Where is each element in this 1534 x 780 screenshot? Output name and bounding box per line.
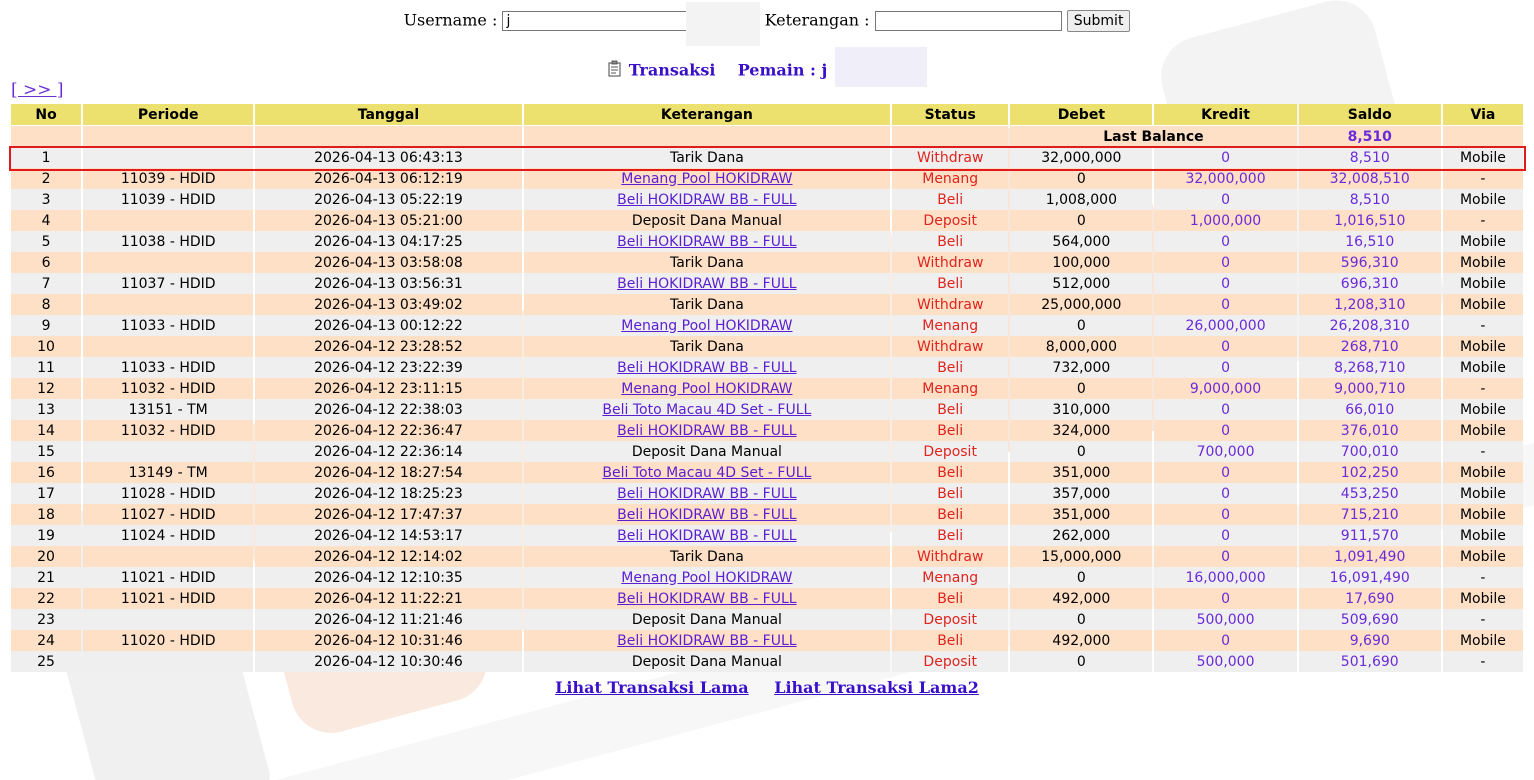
table-row bbox=[11, 462, 1523, 483]
cell-status: Beli bbox=[892, 231, 1008, 252]
player-label: Pemain : j bbox=[737, 60, 828, 80]
transaction-detail-link[interactable]: Menang Pool HOKIDRAW bbox=[621, 170, 793, 187]
table-row bbox=[11, 315, 1523, 336]
cell-via: Mobile bbox=[1443, 399, 1523, 420]
table-row bbox=[11, 651, 1523, 672]
last-balance-label: Last Balance bbox=[1010, 126, 1296, 147]
cell-debet: 0 bbox=[1010, 210, 1152, 231]
transaction-detail-link[interactable]: Menang Pool HOKIDRAW bbox=[621, 317, 793, 334]
cell-no: 17 bbox=[11, 483, 81, 504]
cell-no: 19 bbox=[11, 525, 81, 546]
cell-saldo: 26,208,310 bbox=[1299, 315, 1441, 336]
table-row bbox=[11, 483, 1523, 504]
cell-debet: 0 bbox=[1010, 378, 1152, 399]
cell-keterangan: Tarik Dana bbox=[524, 546, 890, 567]
cell-no: 12 bbox=[11, 378, 81, 399]
table-row bbox=[11, 504, 1523, 525]
cell-periode bbox=[83, 609, 253, 630]
cell-status: Menang bbox=[892, 315, 1008, 336]
transaction-detail-link[interactable]: Beli HOKIDRAW BB - FULL bbox=[617, 590, 797, 607]
cell-periode: 11037 - HDID bbox=[83, 273, 253, 294]
cell-kredit: 0 bbox=[1154, 294, 1296, 315]
cell-kredit: 0 bbox=[1154, 525, 1296, 546]
cell-kredit: 0 bbox=[1154, 462, 1296, 483]
cell-kredit: 0 bbox=[1154, 147, 1296, 168]
cell-kredit: 9,000,000 bbox=[1154, 378, 1296, 399]
cell-keterangan: Tarik Dana bbox=[524, 252, 890, 273]
cell-saldo: 911,570 bbox=[1299, 525, 1441, 546]
cell-kredit: 0 bbox=[1154, 273, 1296, 294]
cell-keterangan bbox=[524, 588, 890, 609]
cell-tanggal: 2026-04-13 06:43:13 bbox=[255, 147, 521, 168]
last-balance-value: 8,510 bbox=[1299, 126, 1441, 147]
cell-periode: 11032 - HDID bbox=[83, 420, 253, 441]
transaction-detail-link[interactable]: Beli Toto Macau 4D Set - FULL bbox=[602, 464, 812, 481]
table-row bbox=[11, 294, 1523, 315]
cell-status: Beli bbox=[892, 588, 1008, 609]
cell-via: - bbox=[1443, 168, 1523, 189]
cell-periode bbox=[83, 441, 253, 462]
transaction-detail-link[interactable]: Beli HOKIDRAW BB - FULL bbox=[617, 506, 797, 523]
cell-kredit: 0 bbox=[1154, 336, 1296, 357]
cell-periode bbox=[83, 294, 253, 315]
cell-keterangan bbox=[524, 525, 890, 546]
cell-status: Beli bbox=[892, 189, 1008, 210]
cell-tanggal: 2026-04-12 12:14:02 bbox=[255, 546, 521, 567]
cell-no: 6 bbox=[11, 252, 81, 273]
cell-tanggal: 2026-04-12 22:36:14 bbox=[255, 441, 521, 462]
cell-debet: 8,000,000 bbox=[1010, 336, 1152, 357]
cell-kredit: 16,000,000 bbox=[1154, 567, 1296, 588]
cell-no: 7 bbox=[11, 273, 81, 294]
transaction-detail-link[interactable]: Beli HOKIDRAW BB - FULL bbox=[617, 632, 797, 649]
cell-via: Mobile bbox=[1443, 483, 1523, 504]
cell-debet: 0 bbox=[1010, 567, 1152, 588]
username-input[interactable] bbox=[502, 11, 688, 31]
table-row bbox=[11, 231, 1523, 252]
cell-status: Beli bbox=[892, 273, 1008, 294]
cell-saldo: 17,690 bbox=[1299, 588, 1441, 609]
cell-no: 24 bbox=[11, 630, 81, 651]
transaction-detail-link[interactable]: Beli HOKIDRAW BB - FULL bbox=[617, 359, 797, 376]
column-header: Debet bbox=[1010, 104, 1152, 126]
keterangan-input[interactable] bbox=[875, 11, 1062, 31]
cell-tanggal: 2026-04-12 12:10:35 bbox=[255, 567, 521, 588]
cell-tanggal: 2026-04-12 23:22:39 bbox=[255, 357, 521, 378]
table-row bbox=[11, 567, 1523, 588]
transaksi-title: Transaksi bbox=[628, 60, 716, 80]
cell-saldo: 1,091,490 bbox=[1299, 546, 1441, 567]
cell-keterangan bbox=[524, 630, 890, 651]
table-row bbox=[11, 630, 1523, 651]
column-header: Saldo bbox=[1299, 104, 1441, 126]
cell-tanggal: 2026-04-12 23:28:52 bbox=[255, 336, 521, 357]
cell-kredit: 500,000 bbox=[1154, 651, 1296, 672]
cell-no: 9 bbox=[11, 315, 81, 336]
cell-no: 14 bbox=[11, 420, 81, 441]
table-row bbox=[11, 273, 1523, 294]
transaction-detail-link[interactable]: Beli HOKIDRAW BB - FULL bbox=[617, 422, 797, 439]
cell-debet: 100,000 bbox=[1010, 252, 1152, 273]
footer-links bbox=[0, 678, 1534, 697]
table-row bbox=[11, 378, 1523, 399]
cell-keterangan: Tarik Dana bbox=[524, 336, 890, 357]
cell-status: Beli bbox=[892, 399, 1008, 420]
cell-kredit: 500,000 bbox=[1154, 609, 1296, 630]
cell-no: 16 bbox=[11, 462, 81, 483]
cell-status: Beli bbox=[892, 504, 1008, 525]
cell-debet: 492,000 bbox=[1010, 630, 1152, 651]
cell-tanggal: 2026-04-12 23:11:15 bbox=[255, 378, 521, 399]
cell-saldo: 1,016,510 bbox=[1299, 210, 1441, 231]
cell-debet: 732,000 bbox=[1010, 357, 1152, 378]
cell-periode: 13149 - TM bbox=[83, 462, 253, 483]
cell-saldo: 8,510 bbox=[1299, 189, 1441, 210]
cell-kredit: 0 bbox=[1154, 252, 1296, 273]
last-balance-row bbox=[11, 126, 1523, 147]
cell-no: 4 bbox=[11, 210, 81, 231]
cell-periode: 13151 - TM bbox=[83, 399, 253, 420]
cell-via: Mobile bbox=[1443, 525, 1523, 546]
cell-tanggal: 2026-04-13 06:12:19 bbox=[255, 168, 521, 189]
column-header: Via bbox=[1443, 104, 1523, 126]
table-row bbox=[11, 189, 1523, 210]
cell-via: Mobile bbox=[1443, 630, 1523, 651]
cell-periode: 11032 - HDID bbox=[83, 378, 253, 399]
cell-status: Withdraw bbox=[892, 294, 1008, 315]
cell-keterangan: Deposit Dana Manual bbox=[524, 441, 890, 462]
transaction-detail-link[interactable]: Menang Pool HOKIDRAW bbox=[621, 569, 793, 586]
cell-status: Withdraw bbox=[892, 546, 1008, 567]
cell-periode bbox=[83, 546, 253, 567]
cell-keterangan bbox=[524, 231, 890, 252]
cell-saldo: 596,310 bbox=[1299, 252, 1441, 273]
cell-no: 13 bbox=[11, 399, 81, 420]
cell-tanggal: 2026-04-13 04:17:25 bbox=[255, 231, 521, 252]
cell-via: Mobile bbox=[1443, 462, 1523, 483]
cell-via: Mobile bbox=[1443, 420, 1523, 441]
transaction-detail-link[interactable]: Beli HOKIDRAW BB - FULL bbox=[617, 485, 797, 502]
cell-kredit: 0 bbox=[1154, 630, 1296, 651]
cell-via: Mobile bbox=[1443, 357, 1523, 378]
cell-status: Beli bbox=[892, 357, 1008, 378]
table-row bbox=[11, 546, 1523, 567]
cell-kredit: 0 bbox=[1154, 420, 1296, 441]
cell-no: 21 bbox=[11, 567, 81, 588]
cell-kredit: 1,000,000 bbox=[1154, 210, 1296, 231]
cell-saldo: 700,010 bbox=[1299, 441, 1441, 462]
cell-keterangan bbox=[524, 168, 890, 189]
cell-keterangan bbox=[524, 420, 890, 441]
cell-via: Mobile bbox=[1443, 546, 1523, 567]
cell-saldo: 715,210 bbox=[1299, 504, 1441, 525]
table-row bbox=[11, 336, 1523, 357]
cell-keterangan bbox=[524, 189, 890, 210]
transaction-detail-link[interactable]: Beli HOKIDRAW BB - FULL bbox=[617, 233, 797, 250]
cell-debet: 0 bbox=[1010, 168, 1152, 189]
cell-kredit: 0 bbox=[1154, 231, 1296, 252]
cell-via: Mobile bbox=[1443, 273, 1523, 294]
cell-periode: 11033 - HDID bbox=[83, 357, 253, 378]
cell-via: - bbox=[1443, 609, 1523, 630]
cell-via: Mobile bbox=[1443, 294, 1523, 315]
cell-status: Withdraw bbox=[892, 336, 1008, 357]
cell-tanggal: 2026-04-13 03:49:02 bbox=[255, 294, 521, 315]
cell-periode bbox=[83, 252, 253, 273]
cell-via: - bbox=[1443, 315, 1523, 336]
cell-debet: 0 bbox=[1010, 441, 1152, 462]
cell-periode: 11039 - HDID bbox=[83, 189, 253, 210]
table-row bbox=[11, 168, 1523, 189]
cell-saldo: 9,000,710 bbox=[1299, 378, 1441, 399]
cell-no: 5 bbox=[11, 231, 81, 252]
cell-saldo: 9,690 bbox=[1299, 630, 1441, 651]
cell-periode: 11024 - HDID bbox=[83, 525, 253, 546]
cell-tanggal: 2026-04-13 03:56:31 bbox=[255, 273, 521, 294]
cell-kredit: 32,000,000 bbox=[1154, 168, 1296, 189]
cell-saldo: 696,310 bbox=[1299, 273, 1441, 294]
cell-saldo: 376,010 bbox=[1299, 420, 1441, 441]
cell-tanggal: 2026-04-12 17:47:37 bbox=[255, 504, 521, 525]
cell-saldo: 32,008,510 bbox=[1299, 168, 1441, 189]
cell-via: Mobile bbox=[1443, 504, 1523, 525]
cell-keterangan bbox=[524, 399, 890, 420]
transaction-detail-link[interactable]: Beli HOKIDRAW BB - FULL bbox=[617, 275, 797, 292]
column-header: Periode bbox=[83, 104, 253, 126]
old-transactions-link[interactable]: Lihat Transaksi Lama bbox=[555, 678, 749, 697]
table-row bbox=[11, 399, 1523, 420]
cell-status: Menang bbox=[892, 168, 1008, 189]
cell-kredit: 0 bbox=[1154, 399, 1296, 420]
cell-status: Withdraw bbox=[892, 147, 1008, 168]
cell-status: Deposit bbox=[892, 210, 1008, 231]
cell-no: 3 bbox=[11, 189, 81, 210]
redacted-player bbox=[835, 47, 927, 87]
cell-periode: 11020 - HDID bbox=[83, 630, 253, 651]
cell-saldo: 8,268,710 bbox=[1299, 357, 1441, 378]
cell-periode: 11038 - HDID bbox=[83, 231, 253, 252]
cell-status: Beli bbox=[892, 462, 1008, 483]
cell-tanggal: 2026-04-12 10:30:46 bbox=[255, 651, 521, 672]
cell-via: - bbox=[1443, 210, 1523, 231]
cell-keterangan bbox=[524, 504, 890, 525]
cell-tanggal: 2026-04-13 03:58:08 bbox=[255, 252, 521, 273]
cell-saldo: 509,690 bbox=[1299, 609, 1441, 630]
cell-no: 18 bbox=[11, 504, 81, 525]
cell-no: 11 bbox=[11, 357, 81, 378]
cell-periode: 11028 - HDID bbox=[83, 483, 253, 504]
cell-kredit: 700,000 bbox=[1154, 441, 1296, 462]
cell-saldo: 16,510 bbox=[1299, 231, 1441, 252]
cell-no: 8 bbox=[11, 294, 81, 315]
redacted-username bbox=[686, 2, 760, 46]
table-row bbox=[11, 441, 1523, 462]
cell-kredit: 0 bbox=[1154, 588, 1296, 609]
cell-kredit: 26,000,000 bbox=[1154, 315, 1296, 336]
cell-keterangan: Deposit Dana Manual bbox=[524, 609, 890, 630]
column-header: No bbox=[11, 104, 81, 126]
transaction-detail-link[interactable]: Beli HOKIDRAW BB - FULL bbox=[617, 191, 797, 208]
cell-kredit: 0 bbox=[1154, 357, 1296, 378]
cell-tanggal: 2026-04-13 00:12:22 bbox=[255, 315, 521, 336]
cell-status: Beli bbox=[892, 630, 1008, 651]
table-row bbox=[11, 147, 1523, 168]
cell-saldo: 268,710 bbox=[1299, 336, 1441, 357]
column-header: Tanggal bbox=[255, 104, 521, 126]
cell-status: Deposit bbox=[892, 609, 1008, 630]
cell-via: - bbox=[1443, 378, 1523, 399]
page-title bbox=[0, 55, 1534, 87]
cell-keterangan bbox=[524, 483, 890, 504]
cell-no: 22 bbox=[11, 588, 81, 609]
cell-periode bbox=[83, 651, 253, 672]
cell-no: 23 bbox=[11, 609, 81, 630]
cell-periode bbox=[83, 210, 253, 231]
cell-status: Deposit bbox=[892, 441, 1008, 462]
cell-no: 25 bbox=[11, 651, 81, 672]
cell-debet: 564,000 bbox=[1010, 231, 1152, 252]
column-header: Kredit bbox=[1154, 104, 1296, 126]
cell-tanggal: 2026-04-12 18:27:54 bbox=[255, 462, 521, 483]
cell-debet: 357,000 bbox=[1010, 483, 1152, 504]
cell-debet: 262,000 bbox=[1010, 525, 1152, 546]
column-header: Status bbox=[892, 104, 1008, 126]
transaction-detail-link[interactable]: Beli HOKIDRAW BB - FULL bbox=[617, 527, 797, 544]
cell-debet: 310,000 bbox=[1010, 399, 1152, 420]
cell-via: Mobile bbox=[1443, 252, 1523, 273]
cell-kredit: 0 bbox=[1154, 504, 1296, 525]
cell-periode: 11033 - HDID bbox=[83, 315, 253, 336]
cell-debet: 15,000,000 bbox=[1010, 546, 1152, 567]
cell-debet: 351,000 bbox=[1010, 462, 1152, 483]
username-label: Username : bbox=[403, 10, 498, 30]
cell-saldo: 1,208,310 bbox=[1299, 294, 1441, 315]
cell-via: Mobile bbox=[1443, 147, 1523, 168]
table-row bbox=[11, 588, 1523, 609]
cell-periode: 11027 - HDID bbox=[83, 504, 253, 525]
table-row bbox=[11, 357, 1523, 378]
cell-tanggal: 2026-04-12 14:53:17 bbox=[255, 525, 521, 546]
cell-via: Mobile bbox=[1443, 231, 1523, 252]
cell-no: 20 bbox=[11, 546, 81, 567]
table-row bbox=[11, 210, 1523, 231]
cell-status: Beli bbox=[892, 420, 1008, 441]
cell-periode bbox=[83, 147, 253, 168]
cell-status: Beli bbox=[892, 483, 1008, 504]
cell-no: 2 bbox=[11, 168, 81, 189]
cell-tanggal: 2026-04-12 18:25:23 bbox=[255, 483, 521, 504]
clipboard-icon bbox=[607, 61, 629, 80]
cell-keterangan bbox=[524, 273, 890, 294]
cell-tanggal: 2026-04-13 05:21:00 bbox=[255, 210, 521, 231]
cell-keterangan bbox=[524, 315, 890, 336]
cell-debet: 0 bbox=[1010, 315, 1152, 336]
cell-status: Deposit bbox=[892, 651, 1008, 672]
table-row bbox=[11, 525, 1523, 546]
cell-saldo: 102,250 bbox=[1299, 462, 1441, 483]
table-header-row bbox=[11, 104, 1523, 126]
table-row bbox=[11, 252, 1523, 273]
cell-tanggal: 2026-04-12 11:22:21 bbox=[255, 588, 521, 609]
cell-tanggal: 2026-04-12 11:21:46 bbox=[255, 609, 521, 630]
cell-kredit: 0 bbox=[1154, 546, 1296, 567]
cell-keterangan: Tarik Dana bbox=[524, 294, 890, 315]
cell-no: 15 bbox=[11, 441, 81, 462]
cell-tanggal: 2026-04-12 10:31:46 bbox=[255, 630, 521, 651]
cell-periode: 11021 - HDID bbox=[83, 567, 253, 588]
cell-via: Mobile bbox=[1443, 336, 1523, 357]
cell-via: - bbox=[1443, 441, 1523, 462]
cell-periode: 11021 - HDID bbox=[83, 588, 253, 609]
cell-debet: 324,000 bbox=[1010, 420, 1152, 441]
search-form bbox=[0, 10, 1534, 46]
cell-saldo: 66,010 bbox=[1299, 399, 1441, 420]
transaction-detail-link[interactable]: Menang Pool HOKIDRAW bbox=[621, 380, 793, 397]
cell-status: Withdraw bbox=[892, 252, 1008, 273]
cell-periode: 11039 - HDID bbox=[83, 168, 253, 189]
cell-debet: 25,000,000 bbox=[1010, 294, 1152, 315]
old-transactions-link-2[interactable]: Lihat Transaksi Lama2 bbox=[774, 678, 979, 697]
cell-via: - bbox=[1443, 651, 1523, 672]
cell-tanggal: 2026-04-13 05:22:19 bbox=[255, 189, 521, 210]
cell-debet: 1,008,000 bbox=[1010, 189, 1152, 210]
cell-status: Beli bbox=[892, 525, 1008, 546]
cell-via: Mobile bbox=[1443, 189, 1523, 210]
cell-status: Menang bbox=[892, 378, 1008, 399]
cell-debet: 351,000 bbox=[1010, 504, 1152, 525]
submit-button[interactable]: Submit bbox=[1067, 10, 1131, 32]
cell-no: 10 bbox=[11, 336, 81, 357]
cell-keterangan: Deposit Dana Manual bbox=[524, 651, 890, 672]
cell-debet: 492,000 bbox=[1010, 588, 1152, 609]
next-page-link[interactable]: [ >> ] bbox=[11, 80, 64, 100]
cell-saldo: 16,091,490 bbox=[1299, 567, 1441, 588]
cell-debet: 0 bbox=[1010, 609, 1152, 630]
cell-kredit: 0 bbox=[1154, 483, 1296, 504]
cell-keterangan bbox=[524, 462, 890, 483]
cell-kredit: 0 bbox=[1154, 189, 1296, 210]
cell-tanggal: 2026-04-12 22:38:03 bbox=[255, 399, 521, 420]
cell-via: Mobile bbox=[1443, 588, 1523, 609]
cell-keterangan bbox=[524, 378, 890, 399]
cell-keterangan bbox=[524, 357, 890, 378]
cell-keterangan bbox=[524, 567, 890, 588]
cell-status: Menang bbox=[892, 567, 1008, 588]
column-header: Keterangan bbox=[524, 104, 890, 126]
keterangan-label: Keterangan : bbox=[764, 10, 870, 30]
table-row bbox=[11, 420, 1523, 441]
cell-via: - bbox=[1443, 567, 1523, 588]
cell-keterangan: Tarik Dana bbox=[524, 147, 890, 168]
cell-debet: 0 bbox=[1010, 651, 1152, 672]
cell-saldo: 501,690 bbox=[1299, 651, 1441, 672]
cell-no: 1 bbox=[11, 147, 81, 168]
transaction-detail-link[interactable]: Beli Toto Macau 4D Set - FULL bbox=[602, 401, 812, 418]
cell-saldo: 8,510 bbox=[1299, 147, 1441, 168]
cell-tanggal: 2026-04-12 22:36:47 bbox=[255, 420, 521, 441]
cell-saldo: 453,250 bbox=[1299, 483, 1441, 504]
transaction-table bbox=[9, 104, 1525, 672]
table-row bbox=[11, 609, 1523, 630]
cell-periode bbox=[83, 336, 253, 357]
cell-keterangan: Deposit Dana Manual bbox=[524, 210, 890, 231]
cell-debet: 32,000,000 bbox=[1010, 147, 1152, 168]
cell-debet: 512,000 bbox=[1010, 273, 1152, 294]
